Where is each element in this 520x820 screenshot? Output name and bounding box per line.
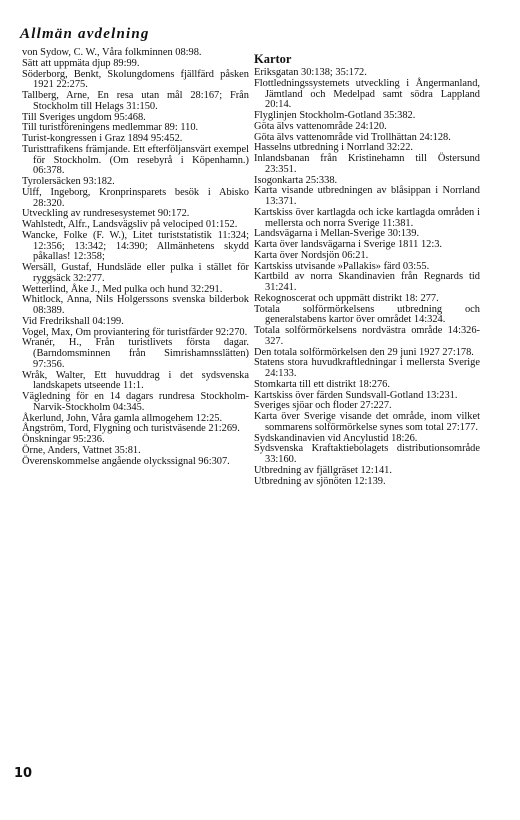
index-entry: Wersäll, Gustaf, Hundsläde eller pulka i stället för ryggsäck 32:277.: [22, 262, 249, 284]
index-entry: Wancke, Folke (F. W.), Litet turiststatistik 11:324; 12:356; 13:342; 14:390; Allmänhetens skydd påkallas! 12:358;: [22, 229, 249, 263]
index-entry: Sydsvenska Kraftaktiebolagets distributionsområde 33:160.: [254, 443, 480, 465]
index-entry: Vid Fredrikshall 04:199.: [22, 315, 124, 327]
index-entry: Ångström, Tord, Flygning och turistväsende 21:269.: [22, 423, 240, 435]
index-entry: Tyrolersäcken 93:182.: [22, 176, 115, 187]
column-heading-kartor: Kartor: [254, 52, 292, 66]
index-entry: Karta över landsvägarna i Sverige 1811 12:3.: [254, 239, 443, 250]
index-entry: Kartbild av norra Skandinavien från Regnards tid 31:241.: [254, 271, 480, 293]
index-entry: Önskningar 95:236.: [22, 434, 105, 445]
index-entry: Turisttrafikens främjande. Ett efterföljansvärt exempel för Stockholm. (Om resebyrå i Köpenhamn.) 06:378.: [22, 143, 249, 177]
left-column: [22, 48, 249, 467]
index-entry: Wetterlind, Åke J., Med pulka och hund 32:291.: [22, 283, 223, 295]
index-entry: Överenskommelse angående olyckssignal 96:307.: [22, 455, 230, 467]
index-entry: von Sydow, C. W., Våra folkminnen 08:98.: [22, 47, 202, 58]
index-entry: Statens stora huvudkraftledningar i mellersta Sverige 24:133.: [254, 357, 480, 379]
index-entry: Den totala solförmörkelsen den 29 juni 1927 27:178.: [254, 346, 474, 358]
index-entry: Åkerlund, John, Våra gamla allmogehem 12:25.: [22, 412, 223, 424]
index-entry: Göta älvs vattenområde vid Trollhättan 24:128.: [254, 131, 451, 143]
index-entry: Landsvägarna i Mellan-Sverige 30:139.: [254, 228, 420, 240]
index-entry: Kartskiss över kartlagda och icke kartlagda områden i mellersta och norra Sverige 11:381.: [254, 206, 480, 229]
index-entry: Till turistföreningens medlemmar 89: 110.: [22, 122, 199, 134]
index-entry: Utveckling av rundresesystemet 90:172.: [22, 208, 190, 220]
right-column: [254, 52, 480, 487]
index-entry: Inlandsbanan från Kristinehamn till Östersund 23:351.: [254, 153, 480, 175]
index-entry: Totala solförmörkelsens nordvästra område 14:326-327.: [254, 325, 480, 347]
index-entry: Göta älvs vattenområde 24:120.: [254, 120, 387, 132]
index-entry: Stomkarta till ett distrikt 18:276.: [254, 378, 390, 390]
index-entry: Isogonkarta 25:338.: [254, 174, 338, 186]
index-entry: Wråk, Walter, Ett huvuddrag i det sydsvenska landskapets utseende 11:1.: [22, 369, 249, 392]
index-entry: Hasselns utbredning i Norrland 32:22.: [254, 142, 414, 154]
index-entry: Flottledningssystemets utveckling i Ångermanland, Jämtland och Medelpad samt södra Lappland 20:14.: [254, 77, 480, 111]
index-entry: Kartskiss utvisande »Pallakis» färd 03:55.: [254, 260, 430, 272]
index-entry: Vogel, Max, Om proviantering för turistfärder 92:270.: [22, 326, 248, 338]
index-entry: Wranér, H., Från turistlivets första dagar. (Barndomsminnen från Simrishamnsslätten) 97:356.: [22, 337, 249, 370]
index-entry: Utbredning av sjönöten 12:139.: [254, 475, 386, 487]
index-entry: Totala solförmörkelsens utbredning och generalstabens kartor över området 14:324.: [254, 303, 480, 326]
index-entry: Turist-kongressen i Graz 1894 95:452.: [22, 133, 183, 144]
section-title: Allmän avdelning: [20, 26, 150, 42]
index-entry: Karta över Nordsjön 06:21.: [254, 249, 369, 261]
index-entry: Kartskiss över färden Sundsvall-Gotland 13:231.: [254, 389, 458, 401]
index-entry: Sätt att uppmäta djup 89:99.: [22, 57, 140, 69]
page-number: 10: [14, 766, 33, 781]
index-entry: Sveriges sjöar och floder 27:227.: [254, 400, 392, 412]
index-entry: Rekognoscerat och uppmätt distrikt 18: 277.: [254, 292, 439, 304]
index-entry: Whitlock, Anna, Nils Holgerssons svenska bilderbok 08:389.: [22, 294, 249, 316]
index-entry: Ulff, Ingeborg, Kronprinsparets besök i Abisko 28:320.: [22, 186, 249, 209]
index-entry: Vägledning för en 14 dagars rundresa Stockholm-Narvik-Stockholm 04:345.: [22, 391, 249, 413]
index-entry: Flyglinjen Stockholm-Gotland 35:382.: [254, 110, 416, 121]
index-entry: Till Sveriges ungdom 95:468.: [22, 111, 146, 123]
index-entry: Karta över Sverige visande det område, inom vilket sommarens solförmörkelse synes som total 27:177.: [254, 411, 480, 433]
index-entry: Sydskandinavien vid Ancylustid 18:26.: [254, 432, 418, 444]
index-entry: Karta visande utbredningen av blåsippan i Norrland 13:371.: [254, 185, 480, 207]
index-entry: Eriksgatan 30:138; 35:172.: [254, 67, 367, 78]
index-entry: Örne, Anders, Vattnet 35:81.: [22, 444, 141, 456]
index-entry: Söderborg, Benkt, Skolungdomens fjällfärd påsken 1921 22:275.: [22, 68, 249, 91]
index-entry: Utbredning av fjällgräset 12:141.: [254, 464, 392, 476]
index-entry: Tallberg, Arne, En resa utan mål 28:167; Från Stockholm till Helags 31:150.: [22, 90, 249, 112]
index-entry: Wahlstedt, Alfr., Landsvägsliv på velociped 01:152.: [22, 219, 238, 230]
